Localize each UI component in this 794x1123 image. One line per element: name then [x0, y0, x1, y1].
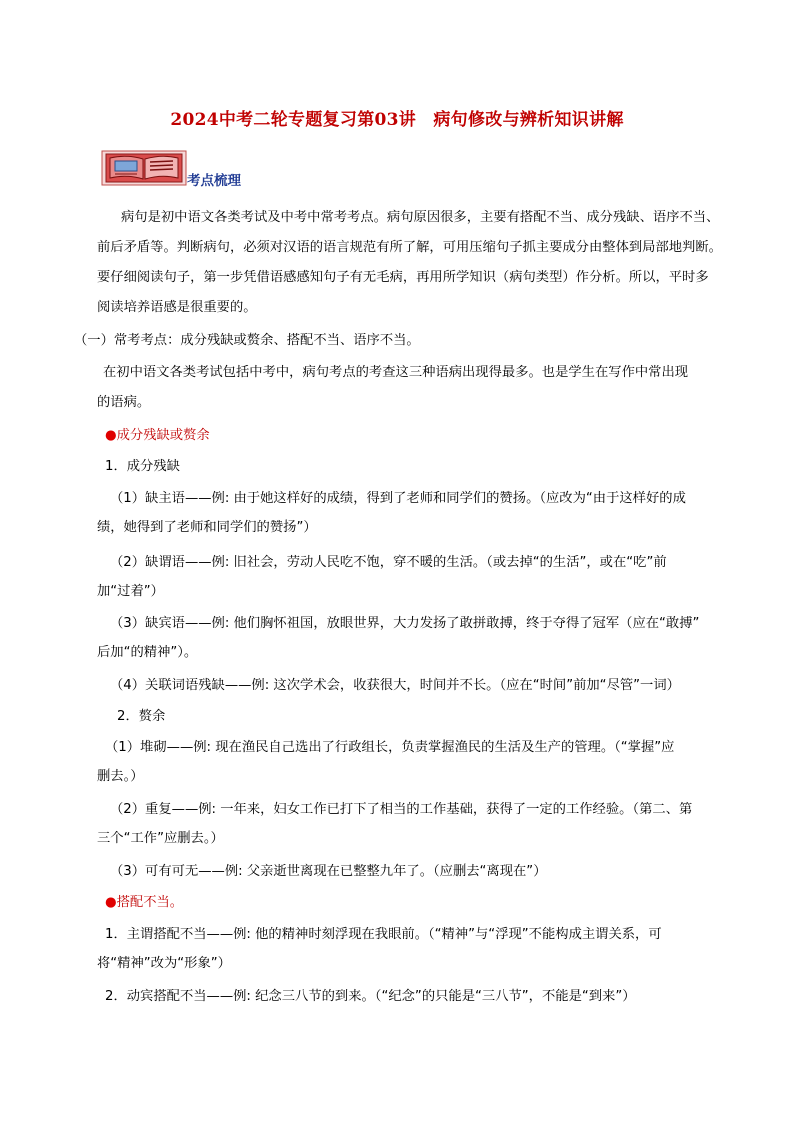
list-item: （2）缺谓语——例: 旧社会，劳动人民吃不饱，穿不暖的生活。（或去掉“的生活”，或在“吃”前	[110, 555, 667, 570]
list-item: （3）可有可无——例: 父亲逝世离现在已整整九年了。（应删去“离现在”）	[110, 864, 547, 879]
paragraph-line: 前后矛盾等。判断病句，必须对汉语的语言规范有所了解，可用压缩句子抓主要成分由整体到局部地判断。	[97, 240, 722, 255]
list-item: （4）关联词语残缺——例: 这次学术会，收获很大，时间并不长。（应在“时间”前加“尽管”一词）	[110, 678, 680, 693]
list-heading: 1．成分残缺	[105, 459, 180, 474]
list-item: （1）缺主语——例: 由于她这样好的成绩，得到了老师和同学们的赞扬。（应改为“由于这样好的成	[110, 491, 686, 506]
list-item: 2．动宾搭配不当——例: 纪念三八节的到来。（“纪念”的只能是“三八节”，不能是“到来”）	[105, 989, 636, 1004]
bullet-heading-text: 搭配不当。	[116, 895, 184, 910]
paragraph-line: 病句是初中语文各类考试及中考中常考考点。病句原因很多，主要有搭配不当、成分残缺、语序不当、	[121, 210, 720, 225]
paragraph-line: 的语病。	[97, 395, 151, 410]
paragraph-line: 在初中语文各类考试包括中考中，病句考点的考查这三种语病出现得最多。也是学生在写作中常出现	[103, 365, 689, 380]
list-item-continued: 三个“工作”应删去。）	[97, 831, 224, 846]
red-bullet-heading	[105, 894, 183, 912]
list-item: （3）缺宾语——例: 他们胸怀祖国，放眼世界，大力发扬了敢拼敢搏，终于夺得了冠军（应在“敢搏”	[110, 616, 700, 631]
list-item-continued: 加“过着”）	[97, 584, 164, 599]
list-item: （1）堆砌——例: 现在渔民自己选出了行政组长，负责掌握渔民的生活及生产的管理。（“掌握”应	[105, 740, 675, 755]
paragraph-line: 要仔细阅读句子，第一步凭借语感感知句子有无毛病，再用所学知识（病句类型）作分析。所以，平时多	[97, 270, 709, 285]
bullet-icon: ●	[105, 895, 117, 910]
subsection-heading: （一）常考考点：成分残缺或赘余、搭配不当、语序不当。	[74, 333, 420, 348]
section-title: 考点梳理	[187, 173, 241, 189]
list-item-continued: 删去。）	[97, 769, 144, 784]
bullet-icon: ●	[105, 428, 117, 443]
open-book-icon	[101, 150, 187, 186]
red-bullet-heading	[105, 427, 210, 445]
list-item-continued: 后加“的精神”）。	[97, 645, 198, 660]
list-item: 1．主谓搭配不当——例: 他的精神时刻浮现在我眼前。（“精神”与“浮现”不能构成主谓关系，可	[105, 927, 662, 942]
paragraph-line: 阅读培养语感是很重要的。	[97, 300, 257, 315]
document-title: 2024中考二轮专题复习第03讲 病句修改与辨析知识讲解	[170, 110, 624, 130]
bullet-heading-text: 成分残缺或赘余	[116, 428, 210, 443]
list-item-continued: 将“精神”改为“形象”）	[97, 956, 231, 971]
list-item-continued: 绩，她得到了老师和同学们的赞扬”）	[97, 520, 317, 535]
list-heading: 2．赘余	[117, 709, 166, 724]
list-item: （2）重复——例: 一年来，妇女工作已打下了相当的工作基础，获得了一定的工作经验。（第二、第	[110, 802, 693, 817]
